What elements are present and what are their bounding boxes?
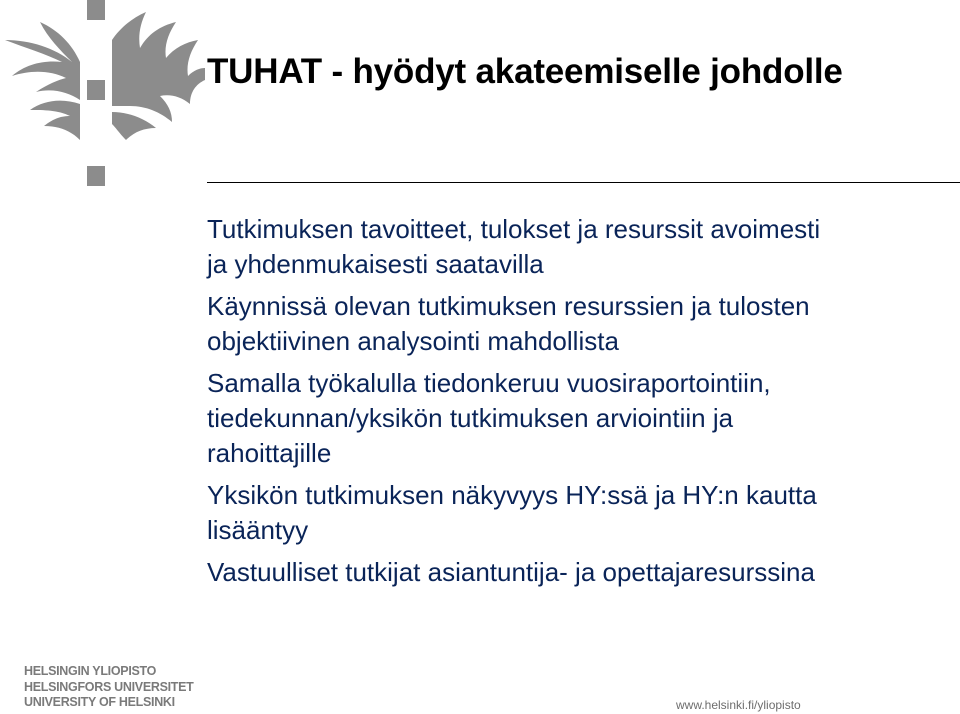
bullet-item <box>207 555 947 590</box>
bullet-line: tiedekunnan/yksikön tutkimuksen arviointiin ja <box>207 403 734 433</box>
bullet-list <box>207 212 947 597</box>
bullet-item <box>207 212 947 282</box>
footer-url[interactable]: www.helsinki.fi/yliopisto <box>676 698 801 712</box>
bullet-line: Käynnissä olevan tutkimuksen resurssien ja tulosten <box>207 291 810 321</box>
bullet-item <box>207 478 947 548</box>
bullet-line: rahoittajille <box>207 438 332 468</box>
bullet-line: Vastuulliset tutkijat asiantuntija- ja opettajaresurssina <box>207 557 815 587</box>
bullet-line: Samalla työkalulla tiedonkeruu vuosiraportointiin, <box>207 368 771 398</box>
university-name-fi: HELSINGIN YLIOPISTO <box>24 664 157 678</box>
bullet-item <box>207 289 947 359</box>
university-name-en: UNIVERSITY OF HELSINKI <box>24 695 175 709</box>
bullet-line: objektiivinen analysointi mahdollista <box>207 326 619 356</box>
title-divider <box>207 182 960 183</box>
helsinki-flame-logo-icon <box>0 0 205 190</box>
bullet-line: ja yhdenmukaisesti saatavilla <box>207 249 544 279</box>
slide-title: TUHAT - hyödyt akateemiselle johdolle <box>207 52 843 91</box>
bullet-line: Tutkimuksen tavoitteet, tulokset ja resurssit avoimesti <box>207 214 821 244</box>
university-name-sv: HELSINGFORS UNIVERSITET <box>24 679 194 694</box>
bullet-line: Yksikön tutkimuksen näkyvyys HY:ssä ja HY:n kautta <box>207 480 817 510</box>
bullet-item <box>207 366 947 471</box>
bullet-line: lisääntyy <box>207 515 309 545</box>
university-names <box>24 664 194 711</box>
